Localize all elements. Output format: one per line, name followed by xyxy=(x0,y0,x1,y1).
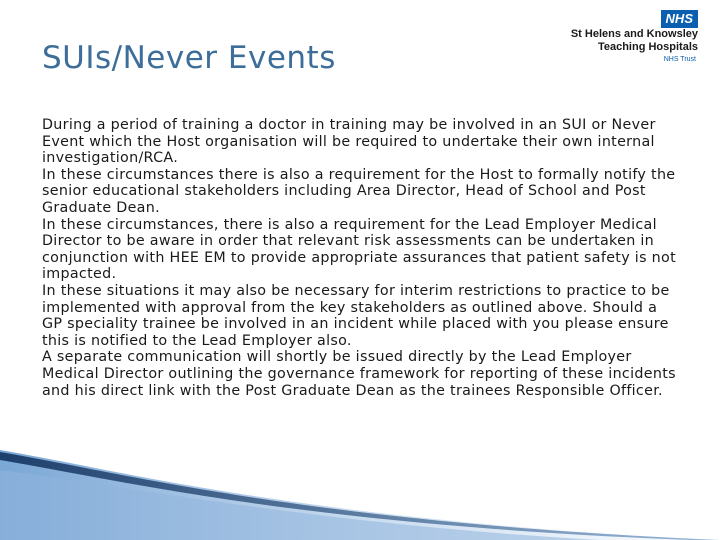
logo-line-1: St Helens and Knowsley xyxy=(570,28,698,40)
logo-line-2: Teaching Hospitals xyxy=(597,41,698,53)
paragraph-2: In these circumstances there is also a requirement for the Host to formally notify the senior educational stakeholders including Area Director, Head of School and Post Graduate Dean. xyxy=(42,166,676,216)
nhs-badge: NHS xyxy=(661,10,698,28)
paragraph-4: In these situations it may also be necessary for interim restrictions to practice to be implemented with approval from the key stakeholders as outlined above. Should a GP speciality trainee be involved in an incident while placed with you please ensure this is notified to the Lead Employer also. xyxy=(42,282,670,349)
decorative-swoosh xyxy=(0,430,720,540)
slide-title: SUIs/Never Events xyxy=(42,40,336,76)
paragraph-1: During a period of training a doctor in training may be involved in an SUI or Never Event which the Host organisation will be required to undertake their own internal investigation/RCA. xyxy=(42,117,656,167)
slide-body xyxy=(42,117,682,399)
nhs-trust-logo xyxy=(558,10,698,68)
paragraph-3: In these circumstances, there is also a requirement for the Lead Employer Medical Director to be aware in order that relevant risk assessments can be undertaken in conjunction with HEE EM to provide appropriate assurances that patient safety is not impacted. xyxy=(42,216,676,283)
logo-line-3: NHS Trust xyxy=(663,56,696,63)
paragraph-5: A separate communication will shortly be issued directly by the Lead Employer Medical Director outlining the governance framework for reporting of these incidents and his direct link with the Post Graduate Dean as the trainees Responsible Officer. xyxy=(42,349,676,399)
